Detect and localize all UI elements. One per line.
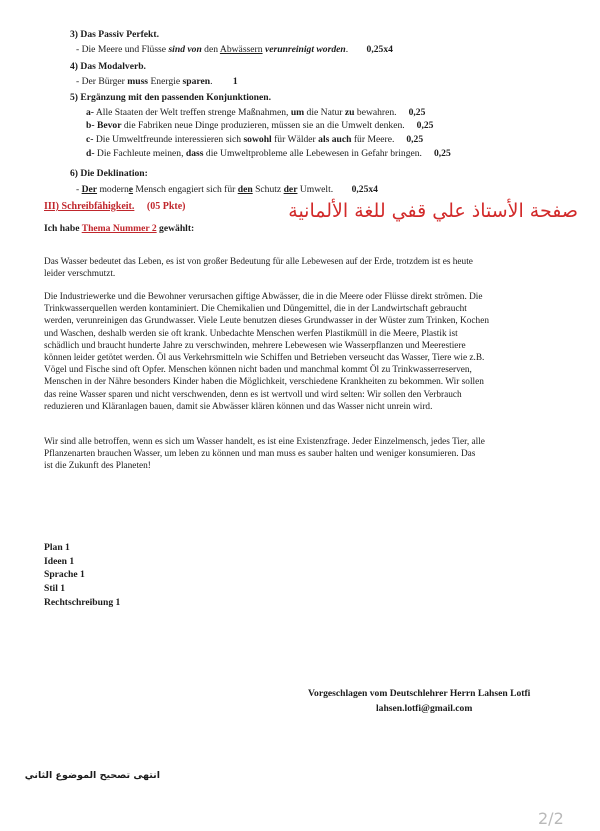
conj-key2: als auch [318, 134, 352, 145]
conj-item [86, 107, 425, 119]
conj-letter: d- [86, 148, 95, 159]
theme-line [44, 223, 194, 235]
passive-end: . [345, 44, 349, 55]
modal-mid: Energie [148, 76, 183, 87]
decl-heading: 6) Die Deklination: [70, 168, 148, 179]
conj-after2: bewahren. [354, 107, 397, 118]
essay-paragraph-3 [44, 436, 566, 473]
decl-score: 0,25x4 [351, 184, 378, 195]
conj-after: die Umweltprobleme alle Lebewesen in Gefahr bringen. [203, 148, 422, 159]
page-number: 2/2 [538, 809, 564, 828]
conj-item [86, 134, 423, 146]
passive-noun: Abwässern [219, 44, 263, 55]
grading-item: Stil 1 [44, 583, 66, 595]
essay-paragraph-2 [44, 291, 566, 413]
decl-word2: e [128, 184, 134, 195]
conj-before: Die Fachleute meinen, [94, 148, 186, 159]
essay-line: Pflanzenarten brauchen Wasser, um leben zu können und man muss es sauber halten und weniger konsumieren. Das [44, 449, 476, 460]
decl-word1: Der [81, 184, 98, 195]
decl-text3: Schutz [252, 184, 284, 195]
modal-score: 1 [232, 76, 238, 87]
essay-line: und Waschen, deshalb werden sie oft krank. Unbedachte Menschen werfen Plastikmüll in die Meere, Plastik ist [44, 328, 458, 339]
grading-item: Rechtschreibung 1 [44, 596, 121, 608]
conj-key2: zu [344, 107, 355, 118]
conj-after: für Wälder [271, 134, 319, 145]
signature-email: lahsen.lotfi@gmail.com [376, 703, 473, 714]
decl-sentence [76, 184, 378, 196]
signature-name: Vorgeschlagen vom Deutschlehrer Herrn Lahsen Lotfi [308, 688, 531, 699]
grading-list [44, 541, 120, 610]
essay-line: Wir sind alle betroffen, wenn es sich um Wasser handelt, es ist eine Existenzfrage. Jeder Einzelmensch, jedes Tier, alle [44, 437, 485, 447]
conj-score: 0,25 [406, 134, 424, 145]
conj-item [86, 148, 451, 160]
essay-line: Vögel und Fische sind oft Opfer. Menschen können nicht baden und manchmal kommt Öl zu Trinkwasserreserven, [44, 365, 472, 376]
section-points: (05 Pkte) [146, 201, 186, 212]
decl-text1: modern [97, 184, 129, 195]
conj-key: sowohl [243, 134, 272, 145]
modal-end: . [210, 76, 213, 87]
essay-line: leider verschmutzt. [44, 269, 116, 280]
grading-item: Plan 1 [44, 542, 70, 553]
conj-after: die Fabriken neue Dinge produzieren, müssen sie an die Umwelt denken. [121, 120, 405, 131]
conj-letter: a- [86, 107, 94, 118]
conj-item [86, 120, 433, 132]
decl-word4: der [283, 184, 298, 195]
grading-item: Sprache 1 [44, 569, 85, 581]
conj-after: die Natur [304, 107, 345, 118]
conj-letter: c- [86, 134, 94, 145]
passive-sentence [76, 44, 393, 56]
writing-title-row [44, 201, 186, 213]
section-title: III) Schreibfähigkeit. [44, 201, 135, 212]
conj-before: Die Umweltfreunde interessieren sich [93, 134, 244, 145]
passive-lead: - Die Meere und Flüsse [76, 44, 169, 55]
arabic-watermark: صفحة الأستاذ علي قفي للغة الألمانية [288, 200, 578, 222]
conj-letter: b- [86, 120, 95, 131]
essay-paragraph-1 [44, 256, 566, 280]
passive-verb1: sind von [168, 44, 202, 55]
modal-sentence [76, 76, 238, 88]
passive-verb2: verunreinigt worden [264, 44, 346, 55]
conj-key: dass [185, 148, 204, 159]
modal-lead: - Der Bürger [76, 76, 128, 87]
theme-name: Thema Nummer 2 [81, 223, 157, 234]
modal-bold: muss [127, 76, 149, 87]
essay-line: Die Industriewerke und die Bewohner verursachen giftige Abwässer, die in die Meere oder Flüsse direkt strömen. Die [44, 292, 483, 302]
essay-line: Trinkwasserquellen werden kontaminiert. Die Chemikalien und Düngemittel, die in der Landwirtschaft gebraucht [44, 304, 467, 315]
essay-line: werden, verunreinigen das Grundwasser. Viele Leute benutzen dieses Grundwasser in der Wüster zum Trinken, Kochen [44, 316, 489, 327]
essay-line: das reine Wasser sparen und nicht verschwenden, denn es ist wertvoll und wird selten: Wir sollen den Verbrauch [44, 389, 462, 400]
decl-text4: Umwelt. [297, 184, 334, 195]
passive-mid: den [201, 44, 220, 55]
essay-line: reduzieren und Kläranlagen bauen, damit sie Abwässer klären können und das Wasser nicht unrein wird. [44, 401, 433, 412]
essay-line: können leider getötet werden. Öl aus Verkehrsmitteln wie Schiffen und Betrieben verseucht das Wasser, Tiere wie z.B. [44, 353, 485, 364]
essay-line: ist die Zukunft des Planeten! [44, 461, 151, 472]
essay-line: Das Wasser bedeutet das Leben, es ist von großer Bedeutung für alle Lebewesen auf der Erde, trotzdem ist es heute [44, 257, 473, 267]
modal-heading: 4) Das Modalverb. [70, 61, 146, 72]
decl-text2: Mensch engagiert sich für [133, 184, 238, 195]
conj-key: Bevor [96, 120, 122, 131]
theme-post: gewählt: [156, 223, 195, 234]
conj-after2: für Meere. [351, 134, 395, 145]
grading-item: Ideen 1 [44, 555, 75, 567]
decl-dash: - [76, 184, 82, 195]
footer-arabic: انتهى تصحيح الموضوع الثاني [24, 770, 160, 781]
passive-heading: 3) Das Passiv Perfekt. [70, 29, 159, 40]
conj-score: 0,25 [433, 148, 451, 159]
essay-line: Menschen in der Nähre besonders Kinder haben die Möglichkeit, verschiedene Krankheiten zu bekommen. Wir sollen [44, 377, 484, 388]
decl-word3: den [237, 184, 253, 195]
conj-score: 0,25 [416, 120, 434, 131]
conj-before: Alle Staaten der Welt treffen strenge Maßnahmen, [94, 107, 291, 118]
conj-key: um [290, 107, 305, 118]
modal-bold2: sparen [182, 76, 211, 87]
conj-score: 0,25 [408, 107, 426, 118]
passive-score: 0,25x4 [366, 44, 393, 55]
essay-line: schädlich und braucht hunderte Jahre zu verschwinden, mehrere Lebewesen wie Wasserpflanzen und Meerestiere [44, 340, 466, 351]
conj-heading: 5) Ergänzung mit den passenden Konjunktionen. [70, 92, 271, 103]
theme-pre: Ich habe [44, 223, 82, 234]
